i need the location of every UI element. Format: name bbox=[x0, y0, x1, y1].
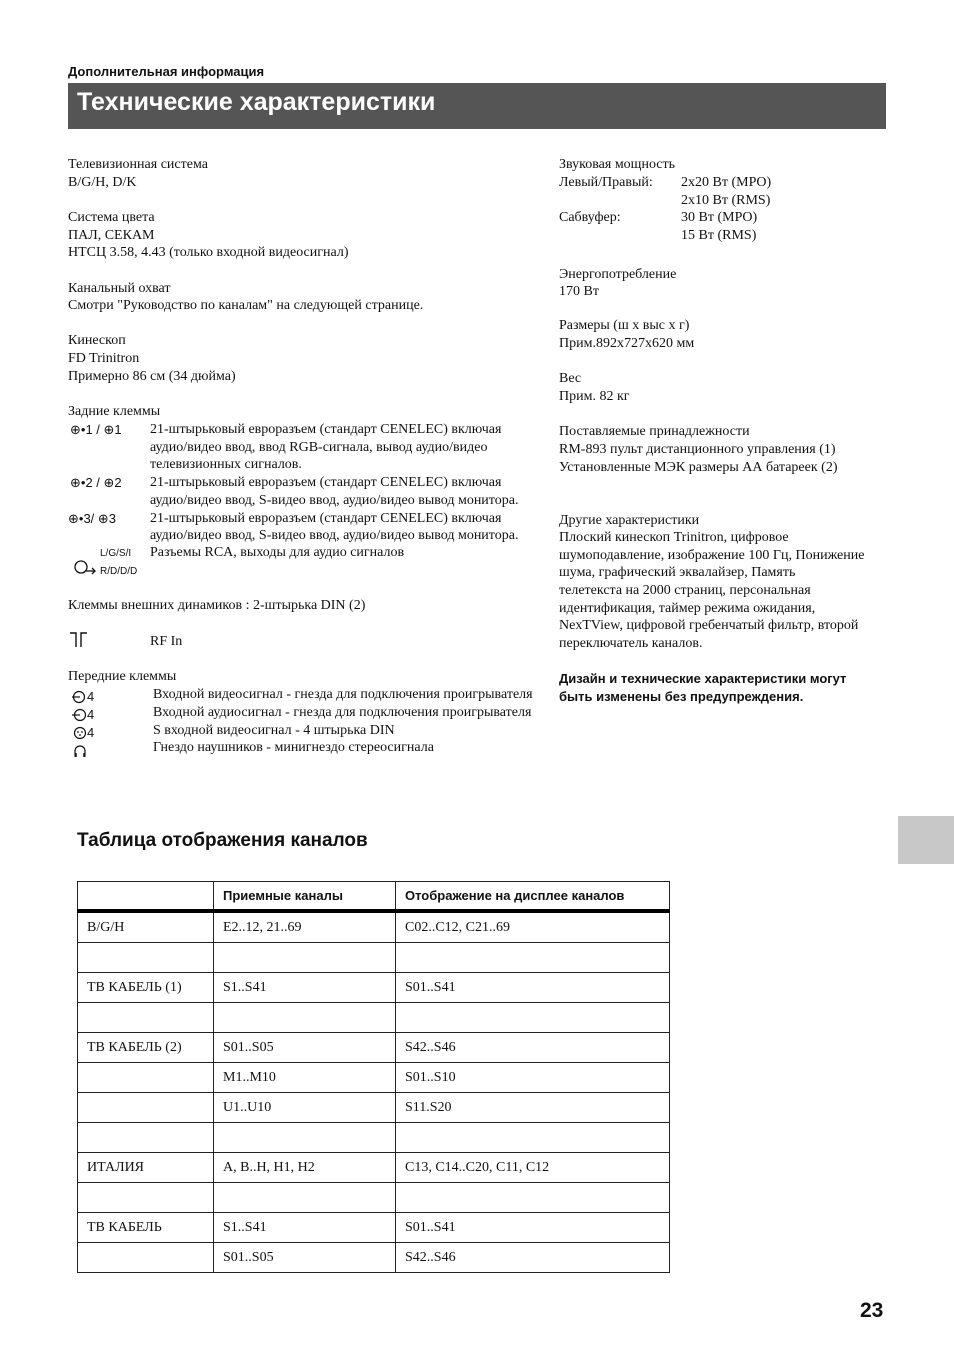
subwoofer-value: 30 Вт (MPO) bbox=[681, 210, 758, 225]
other-features-line: Плоский кинескоп Trinitron, цифровое bbox=[559, 530, 789, 545]
table-cell bbox=[396, 1003, 670, 1033]
subwoofer-value: 15 Вт (RMS) bbox=[681, 228, 757, 243]
tube-value: FD Trinitron bbox=[68, 351, 140, 366]
video-input-icon bbox=[72, 690, 86, 704]
table-cell bbox=[78, 1003, 214, 1033]
table-row bbox=[78, 973, 670, 1003]
table-cell bbox=[214, 1183, 396, 1213]
table-cell: C02..C12, C21..69 bbox=[396, 911, 670, 943]
scart-1-icon: ⊕•1 / ⊕1 bbox=[70, 422, 122, 437]
sound-power-label: Звуковая мощность bbox=[559, 157, 676, 172]
accessories-label: Поставляемые принадлежности bbox=[559, 424, 750, 439]
table-cell bbox=[78, 1183, 214, 1213]
audio-output-icon bbox=[73, 558, 99, 576]
disclaimer-note: быть изменены без предупреждения. bbox=[559, 689, 804, 704]
disclaimer-note: Дизайн и технические характеристики могут bbox=[559, 671, 847, 686]
front-4-desc: Гнездо наушников - минигнездо стереосигнала bbox=[153, 740, 434, 755]
power-label: Энергопотребление bbox=[559, 267, 677, 282]
tv-system-value: B/G/H, D/K bbox=[68, 175, 137, 190]
left-right-label: Левый/Правый: bbox=[559, 175, 653, 190]
other-features-line: телетекста на 2000 страниц, персональная bbox=[559, 583, 811, 598]
table-cell: U1..U10 bbox=[214, 1093, 396, 1123]
other-features-line: NexTView, цифровой гребенчатый фильтр, второй bbox=[559, 618, 859, 633]
dimensions-value: Прим.892x727x620 мм bbox=[559, 336, 695, 351]
channel-table-title: Таблица отображения каналов bbox=[77, 830, 368, 851]
page-title: Технические характеристики bbox=[77, 88, 436, 116]
section-tab bbox=[898, 816, 954, 864]
table-cell bbox=[396, 943, 670, 973]
table-row bbox=[78, 911, 670, 943]
page-number: 23 bbox=[860, 1299, 884, 1322]
table-cell bbox=[78, 1243, 214, 1273]
subwoofer-label: Сабвуфер: bbox=[559, 210, 621, 225]
table-row bbox=[78, 1123, 670, 1153]
other-features-line: идентификация, таймер режима ожидания, bbox=[559, 601, 816, 616]
left-right-value: 2x20 Вт (MPO) bbox=[681, 175, 772, 190]
table-cell: ТВ КАБЕЛЬ (1) bbox=[78, 973, 214, 1003]
scart-2-desc: 21-штырьковый евроразъем (стандарт CENELEC) включая bbox=[150, 475, 502, 490]
color-system-label: Система цвета bbox=[68, 210, 155, 225]
weight-value: Прим. 82 кг bbox=[559, 389, 630, 404]
table-cell: C13, C14..C20, C11, C12 bbox=[396, 1153, 670, 1183]
front-3-num: 4 bbox=[87, 725, 95, 740]
power-value: 170 Вт bbox=[559, 284, 599, 299]
table-cell bbox=[214, 943, 396, 973]
tube-value: Примерно 86 см (34 дюйма) bbox=[68, 369, 236, 384]
coverage-label: Канальный охват bbox=[68, 281, 171, 296]
table-cell bbox=[396, 1183, 670, 1213]
headphones-icon bbox=[73, 744, 87, 758]
s-video-input-icon bbox=[72, 726, 86, 740]
table-cell: ТВ КАБЕЛЬ bbox=[78, 1213, 214, 1243]
rf-in-label: RF In bbox=[150, 634, 183, 649]
rca-label-top: L/G/S/I bbox=[100, 548, 132, 559]
table-header-cell bbox=[78, 882, 214, 912]
table-cell bbox=[78, 943, 214, 973]
table-cell: A, B..H, H1, H2 bbox=[214, 1153, 396, 1183]
table-header-cell: Отображение на дисплее каналов bbox=[396, 882, 670, 912]
front-2-num: 4 bbox=[87, 707, 95, 722]
table-header-row bbox=[78, 882, 670, 912]
rear-terminals-label: Задние клеммы bbox=[68, 404, 161, 419]
color-system-value: ПАЛ, СЕКАМ bbox=[68, 228, 155, 243]
table-cell bbox=[78, 1063, 214, 1093]
table-cell bbox=[214, 1123, 396, 1153]
table-cell bbox=[78, 1123, 214, 1153]
table-cell: S01..S05 bbox=[214, 1243, 396, 1273]
front-1-num: 4 bbox=[87, 689, 95, 704]
table-cell: S42..S46 bbox=[396, 1033, 670, 1063]
coverage-value: Смотри "Руководство по каналам" на следующей странице. bbox=[68, 298, 424, 313]
table-row bbox=[78, 1213, 670, 1243]
scart-2-icon: ⊕•2 / ⊕2 bbox=[70, 475, 122, 490]
speaker-terminals: Клеммы внешних динамиков : 2-штырька DIN (2) bbox=[68, 598, 366, 613]
title-bar bbox=[68, 83, 886, 129]
table-cell: S11.S20 bbox=[396, 1093, 670, 1123]
rca-label-bottom: R/D/D/D bbox=[100, 566, 138, 577]
front-terminals-label: Передние клеммы bbox=[68, 669, 177, 684]
table-cell: E2..12, 21..69 bbox=[214, 911, 396, 943]
table-cell: S42..S46 bbox=[396, 1243, 670, 1273]
color-system-value: НТСЦ 3.58, 4.43 (только входной видеосигнал) bbox=[68, 245, 349, 260]
table-row bbox=[78, 1183, 670, 1213]
antenna-icon bbox=[69, 632, 89, 648]
table-row bbox=[78, 1003, 670, 1033]
scart-3-icon: ⊕•3/ ⊕3 bbox=[68, 511, 117, 526]
table-cell: M1..M10 bbox=[214, 1063, 396, 1093]
table-header-cell: Приемные каналы bbox=[214, 882, 396, 912]
rca-desc: Разъемы RCA, выходы для аудио сигналов bbox=[150, 545, 405, 560]
accessories-item: RM-893 пульт дистанционного управления (1) bbox=[559, 442, 836, 457]
table-cell: S01..S05 bbox=[214, 1033, 396, 1063]
table-row bbox=[78, 1093, 670, 1123]
accessories-item: Установленные МЭК размеры АА батареек (2) bbox=[559, 460, 838, 475]
dimensions-label: Размеры (ш x выс x г) bbox=[559, 318, 690, 333]
table-row bbox=[78, 1033, 670, 1063]
table-row bbox=[78, 1153, 670, 1183]
table-cell: S01..S41 bbox=[396, 973, 670, 1003]
scart-1-desc: 21-штырьковый евроразъем (стандарт CENELEC) включая bbox=[150, 422, 502, 437]
weight-label: Вес bbox=[559, 371, 582, 386]
table-cell bbox=[78, 1093, 214, 1123]
front-3-desc: S входной видеосигнал - 4 штырька DIN bbox=[153, 723, 395, 738]
table-row bbox=[78, 1063, 670, 1093]
tube-label: Кинескоп bbox=[68, 333, 126, 348]
scart-2-desc: аудио/видео ввод, S-видео ввод, аудио/видео вывод монитора. bbox=[150, 493, 519, 508]
scart-3-desc: аудио/видео ввод, S-видео ввод, аудио/видео вывод монитора. bbox=[150, 528, 519, 543]
table-cell: S1..S41 bbox=[214, 973, 396, 1003]
table-cell: ТВ КАБЕЛЬ (2) bbox=[78, 1033, 214, 1063]
table-cell: S01..S41 bbox=[396, 1213, 670, 1243]
left-right-value: 2x10 Вт (RMS) bbox=[681, 193, 771, 208]
other-features-line: переключатель каналов. bbox=[559, 636, 703, 651]
scart-3-desc: 21-штырьковый евроразъем (стандарт CENELEC) включая bbox=[150, 511, 502, 526]
table-cell: S01..S10 bbox=[396, 1063, 670, 1093]
table-cell bbox=[396, 1123, 670, 1153]
other-features-line: шумоподавление, изображение 100 Гц, Понижение bbox=[559, 548, 865, 563]
table-cell: B/G/H bbox=[78, 911, 214, 943]
table-cell: S1..S41 bbox=[214, 1213, 396, 1243]
front-1-desc: Входной видеосигнал - гнезда для подключения проигрывателя bbox=[153, 687, 533, 702]
table-row bbox=[78, 943, 670, 973]
table-cell bbox=[214, 1003, 396, 1033]
scart-1-desc: аудио/видео ввод, ввод RGB-сигнала, вывод аудио/видео bbox=[150, 440, 488, 455]
other-features-label: Другие характеристики bbox=[559, 513, 700, 528]
scart-1-desc: телевизионных сигналов. bbox=[150, 457, 302, 472]
tv-system-label: Телевизионная система bbox=[68, 157, 208, 172]
channel-table bbox=[77, 881, 670, 1273]
front-2-desc: Входной аудиосигнал - гнезда для подключения проигрывателя bbox=[153, 705, 532, 720]
table-row bbox=[78, 1243, 670, 1273]
section-label: Дополнительная информация bbox=[68, 64, 265, 79]
table-cell: ИТАЛИЯ bbox=[78, 1153, 214, 1183]
other-features-line: шума, графический эквалайзер, Память bbox=[559, 565, 796, 580]
audio-input-icon bbox=[72, 708, 86, 722]
